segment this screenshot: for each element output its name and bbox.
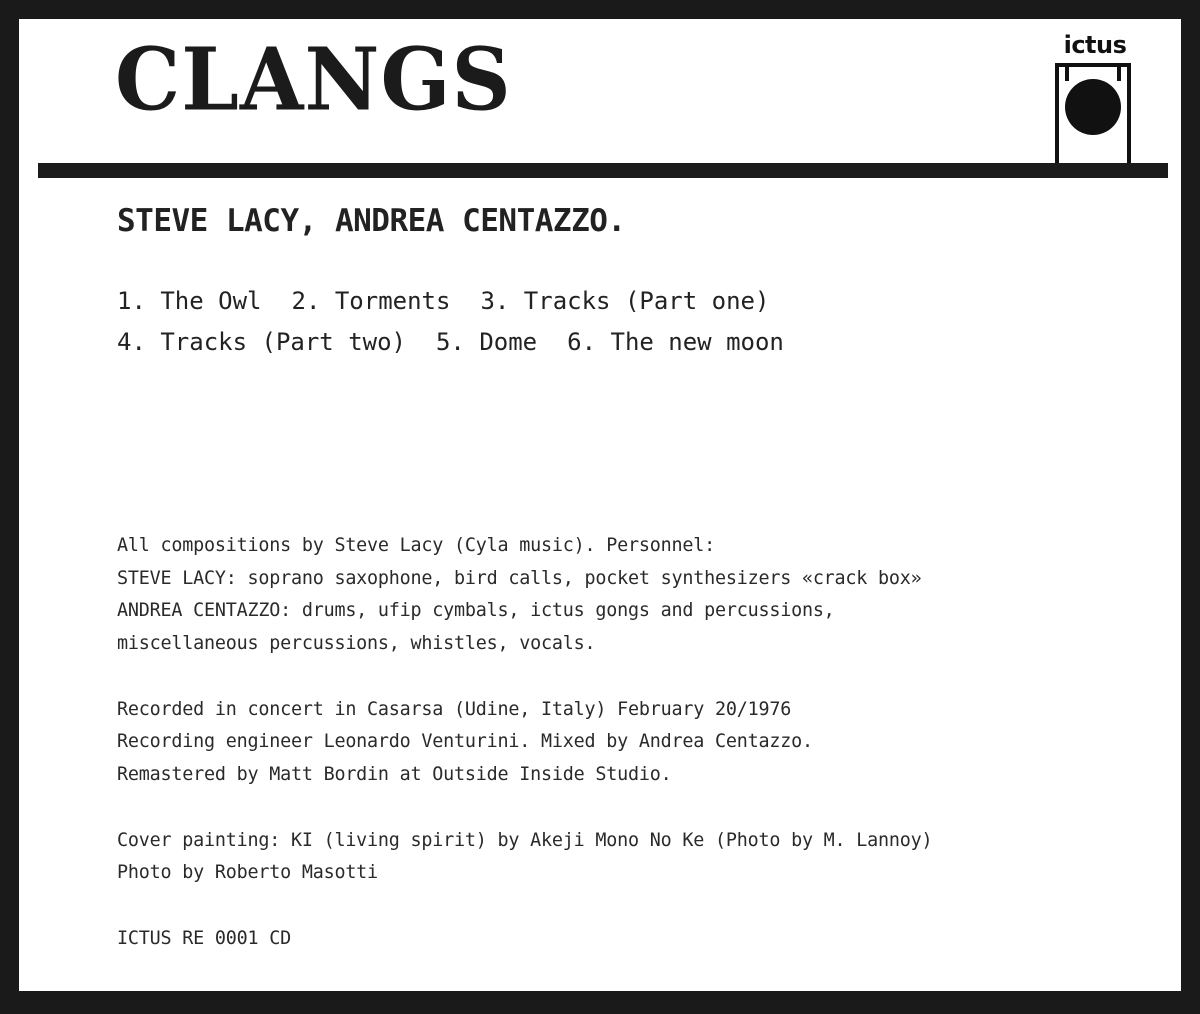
- track-item: 2. Torments: [291, 287, 451, 315]
- track-item: 1. The Owl: [117, 287, 262, 315]
- credit-line: Remastered by Matt Bordin at Outside Inside Studio.: [117, 763, 672, 785]
- credits-spacer: [117, 662, 932, 696]
- credit-line: Cover painting: KI (living spirit) by Akeji Mono No Ke (Photo by M. Lannoy): [117, 829, 933, 851]
- catalog-number: ICTUS RE 0001 CD: [117, 928, 291, 949]
- artists-heading: STEVE LACY, ANDREA CENTAZZO.: [117, 203, 626, 239]
- credit-line: Photo by Roberto Masotti: [117, 862, 378, 883]
- ictus-logo-icon: [1055, 63, 1135, 173]
- album-back-cover: [19, 19, 1181, 991]
- album-title: CLANGS: [115, 29, 512, 131]
- credit-line: miscellaneous percussions, whistles, vocals.: [117, 632, 596, 654]
- label-logo: [1055, 33, 1135, 173]
- credits-spacer: [117, 793, 932, 827]
- label-name: ictus: [1063, 31, 1127, 59]
- track-item: 5. Dome: [435, 328, 538, 356]
- credits-spacer: [117, 892, 932, 926]
- track-item: 4. Tracks (Part two): [117, 328, 406, 356]
- credits-block: [117, 532, 932, 958]
- credit-line: Recorded in concert in Casarsa (Udine, Italy) February 20/1976: [117, 698, 792, 720]
- tracklist: [117, 285, 814, 367]
- track-item: 6. The new moon: [567, 328, 784, 356]
- title-divider: [38, 163, 1168, 178]
- credit-line: Recording engineer Leonardo Venturini. Mixed by Andrea Centazzo.: [117, 731, 813, 752]
- track-item: 3. Tracks (Part one): [480, 287, 770, 315]
- tracklist-line: [117, 285, 814, 326]
- credit-line: ANDREA CENTAZZO: drums, ufip cymbals, ictus gongs and percussions,: [117, 600, 835, 621]
- tracklist-line: [117, 326, 814, 367]
- credit-line: All compositions by Steve Lacy (Cyla music). Personnel:: [117, 535, 715, 556]
- credit-line: STEVE LACY: soprano saxophone, bird calls, pocket synthesizers «crack box»: [117, 567, 922, 589]
